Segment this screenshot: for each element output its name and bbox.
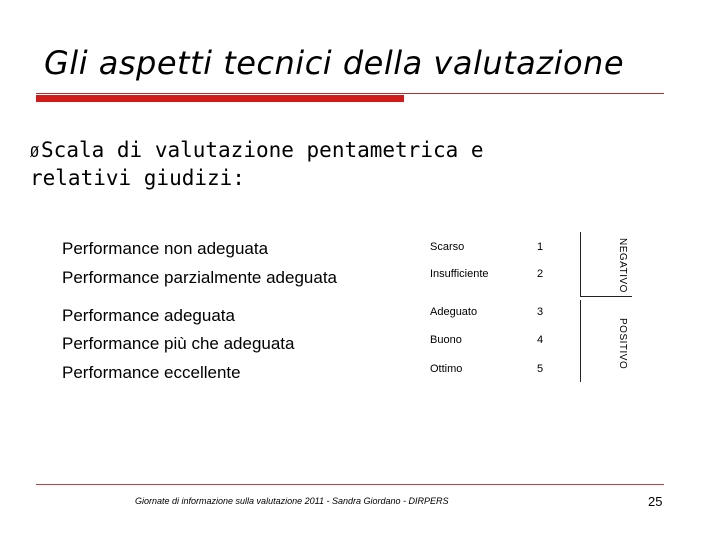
performance-label: Performance non adeguata: [62, 239, 269, 258]
judgement-label: Scarso: [430, 241, 465, 253]
positive-bracket-line: [580, 300, 581, 382]
bullet-text: [30, 137, 590, 191]
group-divider-line: [580, 296, 632, 297]
slide-title: Gli aspetti tecnici della valutazione: [44, 44, 625, 82]
score-label: 2: [537, 268, 544, 280]
performance-label: Performance più che adeguata: [62, 334, 295, 353]
table-row: [60, 332, 580, 360]
table-row: [60, 263, 580, 291]
negative-group-label: NEGATIVO: [617, 238, 628, 293]
score-label: 3: [537, 306, 544, 318]
score-label: 1: [537, 241, 544, 253]
judgement-label: Buono: [430, 334, 462, 346]
score-label: 5: [537, 363, 544, 375]
footer-text: Giornate di informazione sulla valutazione 2011 - Sandra Giordano - DIRPERS: [135, 496, 449, 506]
table-row: [60, 304, 580, 332]
bullet-arrow-icon: Ø: [30, 143, 40, 161]
score-label: 4: [537, 334, 544, 346]
table-row: [60, 361, 580, 389]
judgement-label: Insufficiente: [430, 268, 489, 280]
judgement-label: Adeguato: [430, 306, 478, 318]
table-row: [60, 234, 580, 262]
performance-label: Performance eccellente: [62, 363, 241, 382]
footer-rule: [36, 484, 664, 485]
page-number: 25: [648, 494, 663, 509]
title-underline-thin: [36, 93, 664, 94]
positive-group-label: POSITIVO: [617, 318, 628, 370]
bullet-label: Scala di valutazione pentametrica e relativi giudizi:: [30, 138, 484, 190]
performance-label: Performance adeguata: [62, 306, 235, 325]
title-underline-accent: [36, 95, 404, 102]
judgement-label: Ottimo: [430, 363, 463, 375]
performance-label: Performance parzialmente adeguata: [62, 268, 337, 287]
negative-bracket-line: [580, 232, 581, 296]
